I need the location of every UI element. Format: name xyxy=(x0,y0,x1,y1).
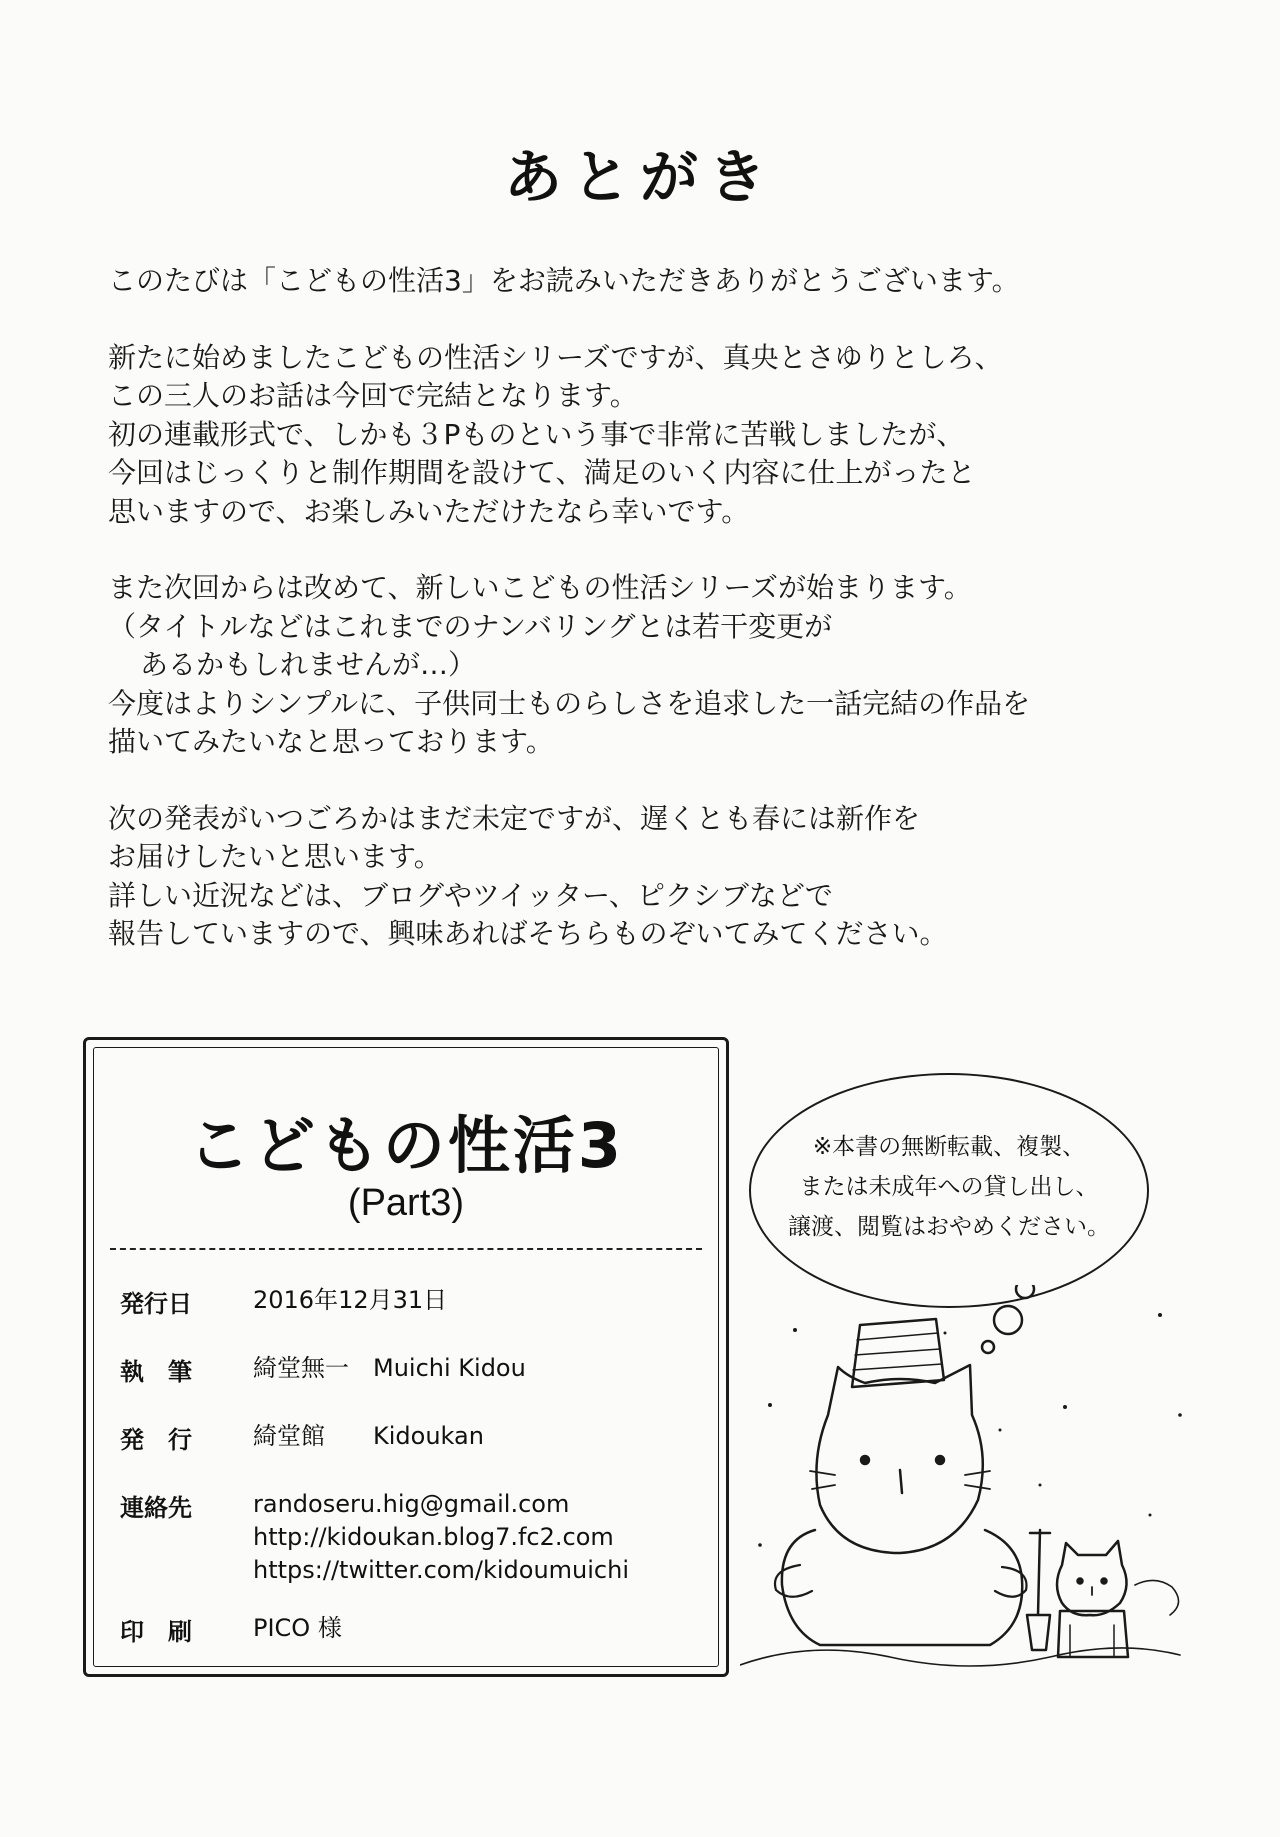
afterword-line: お届けしたいと思います。 xyxy=(108,840,442,873)
contact-blog-url: http://kidoukan.blog7.fc2.com xyxy=(253,1523,614,1551)
cat-mouth xyxy=(900,1470,902,1493)
row-value xyxy=(253,1420,484,1453)
afterword-line: 新たに始めましたこどもの性活シリーズですが、真央とさゆりとしろ、 xyxy=(108,340,1003,374)
afterword-line: 詳しい近況などは、ブログやツイッター、ピクシブなどで xyxy=(108,878,833,912)
snow-cat-illustration xyxy=(740,1285,1200,1685)
afterword-line: 今度はよりシンプルに、子供同士ものらしさを追求した一話完結の作品を xyxy=(108,686,1031,720)
copyright-notice xyxy=(751,1127,1147,1247)
contact-email: randoseru.hig@gmail.com xyxy=(253,1490,570,1518)
row-label: 発行日 xyxy=(120,1290,192,1318)
dashed-divider xyxy=(110,1248,702,1250)
row-value-line: 2016年12月31日 xyxy=(253,1286,448,1314)
snowman-cat-head xyxy=(816,1365,982,1553)
row-value xyxy=(253,1488,629,1587)
notice-thought-bubble xyxy=(749,1073,1149,1308)
afterword-line: （タイトルなどはこれまでのナンバリングとは若干変更が xyxy=(108,609,833,643)
row-label: 印 刷 xyxy=(120,1618,192,1646)
notice-line: 譲渡、閲覧はおやめください。 xyxy=(788,1214,1110,1240)
row-value-line: PICO 様 xyxy=(253,1614,342,1642)
notice-line: または未成年への貸し出し、 xyxy=(799,1174,1099,1200)
small-cat xyxy=(1057,1541,1127,1615)
bucket-hat xyxy=(852,1319,944,1387)
snowman-body xyxy=(782,1530,1022,1645)
afterword-line: 思いますので、お楽しみいただけたなら幸いです。 xyxy=(108,494,750,528)
afterword-line: 初の連載形式で、しかも３Pものという事で非常に苦戦しましたが、 xyxy=(108,417,965,451)
thought-dot-large xyxy=(994,1306,1022,1334)
afterword-body xyxy=(108,262,1188,992)
afterword-line: 描いてみたいなと思っております。 xyxy=(108,725,554,758)
afterword-line: この三人のお話は今回で完結となります。 xyxy=(108,379,638,412)
shovel xyxy=(1027,1530,1050,1650)
row-value xyxy=(253,1284,447,1317)
afterword-line: このたびは「こどもの性活3」をお読みいただきありがとうございます。 xyxy=(108,264,1020,297)
book-title: こどもの性活3 xyxy=(187,1109,625,1182)
cat-eye-right xyxy=(936,1456,944,1464)
thought-dot-small xyxy=(982,1341,994,1353)
cat-eye-left xyxy=(861,1456,869,1464)
afterword-paragraph xyxy=(108,339,1188,532)
afterword-line: 次の発表がいつごろかはまだ未定ですが、遅くとも春には新作を xyxy=(108,801,921,835)
colophon-inner-frame xyxy=(93,1047,719,1667)
row-value xyxy=(253,1352,526,1385)
afterword-paragraph xyxy=(108,569,1188,762)
row-value xyxy=(253,1612,342,1645)
row-label: 発 行 xyxy=(120,1426,192,1454)
afterword-paragraph xyxy=(108,800,1188,954)
afterword-line: あるかもしれませんが…） xyxy=(140,648,477,681)
row-label: 執 筆 xyxy=(120,1358,192,1386)
afterword-paragraph xyxy=(108,262,1188,301)
afterword-title: あとがき xyxy=(503,143,776,211)
notice-line: ※本書の無断転載、複製、 xyxy=(812,1134,1086,1160)
row-value-line: 綺堂館 Kidoukan xyxy=(253,1422,484,1450)
afterword-line: 今回はじっくりと制作期間を設けて、満足のいく内容に仕上がったと xyxy=(108,456,976,489)
colophon-box xyxy=(83,1037,729,1677)
contact-twitter-url: https://twitter.com/kidoumuichi xyxy=(253,1556,629,1584)
row-label: 連絡先 xyxy=(120,1494,192,1522)
book-subtitle: (Part3) xyxy=(347,1182,465,1224)
thought-dot-medium xyxy=(1016,1285,1034,1298)
afterword-line: また次回からは改めて、新しいこどもの性活シリーズが始まります。 xyxy=(108,571,972,604)
row-value-line: 綺堂無一 Muichi Kidou xyxy=(253,1354,526,1382)
afterword-line: 報告していますので、興味あればそちらものぞいてみてください。 xyxy=(108,917,948,950)
